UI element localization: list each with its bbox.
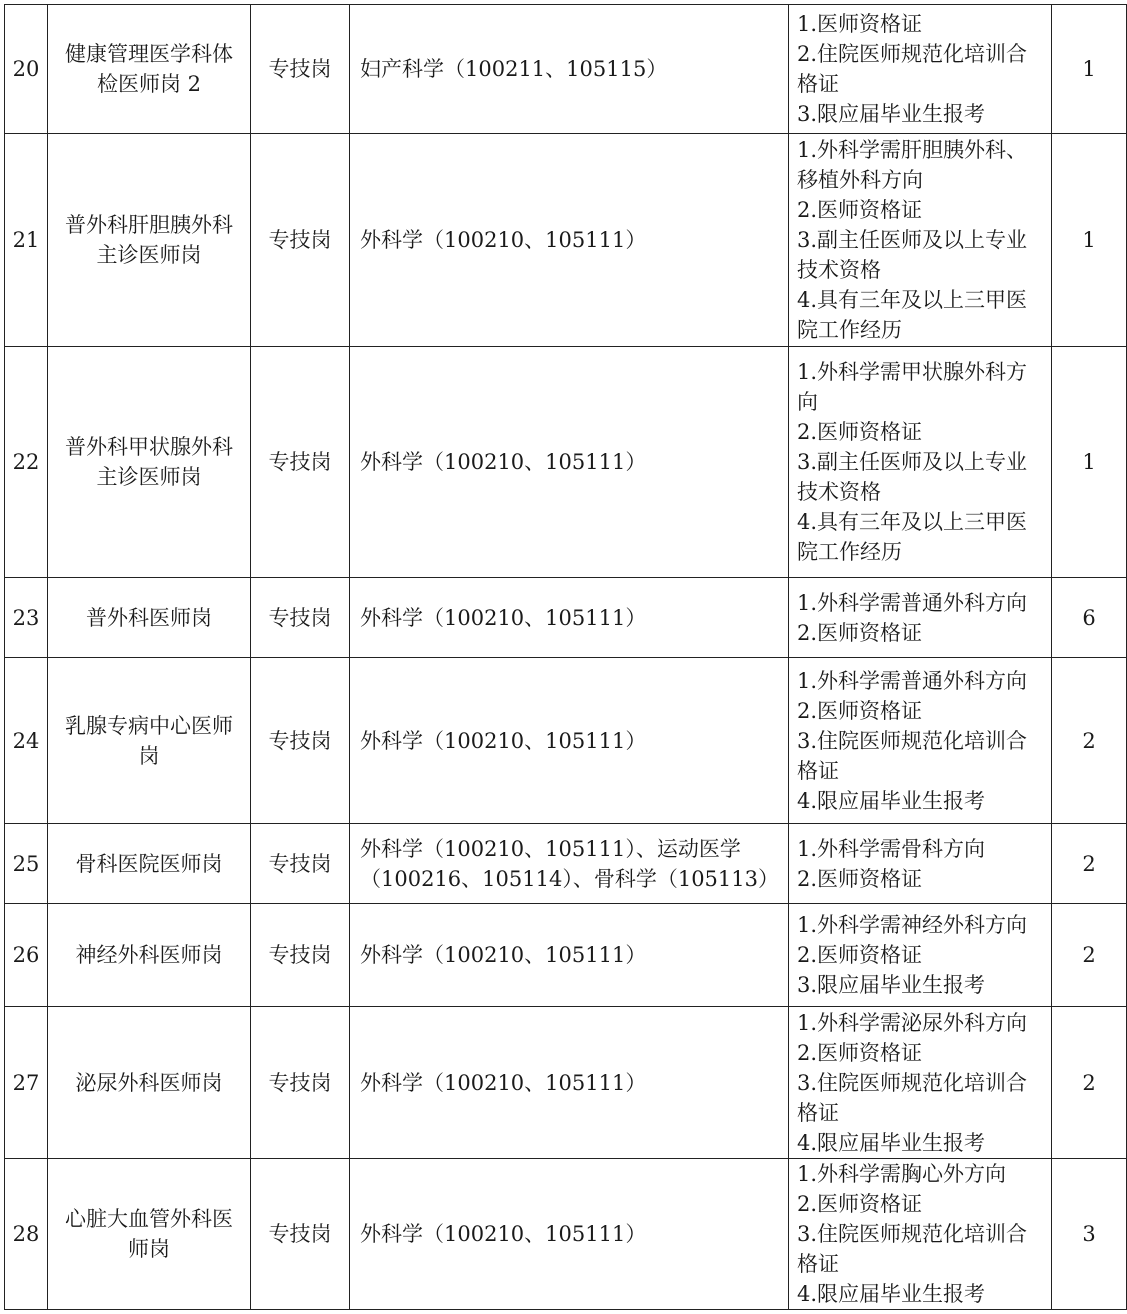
row-number-cell: 22 bbox=[5, 347, 48, 578]
post-name-cell bbox=[48, 1159, 251, 1310]
requirements-cell-line: 3.副主任医师及以上专业 bbox=[797, 228, 1028, 252]
post-type-cell: 专技岗 bbox=[251, 578, 350, 658]
requirements-cell-line: 1.外科学需骨科方向 bbox=[797, 836, 986, 861]
major-cell bbox=[350, 5, 789, 134]
post-type-cell: 专技岗 bbox=[251, 134, 350, 347]
row-number-cell: 21 bbox=[5, 134, 48, 347]
row-number-cell: 26 bbox=[5, 904, 48, 1007]
row-number-cell: 24 bbox=[5, 658, 48, 824]
requirements-cell bbox=[789, 1007, 1052, 1159]
requirements-cell bbox=[789, 824, 1052, 904]
major-cell-line: 妇产科学（100211、105115） bbox=[360, 57, 668, 81]
requirements-cell-line: 2.医师资格证 bbox=[797, 620, 923, 645]
requirements-cell-line: 2.医师资格证 bbox=[797, 198, 923, 222]
headcount-cell: 2 bbox=[1052, 1007, 1127, 1159]
requirements-cell bbox=[789, 134, 1052, 347]
requirements-cell bbox=[789, 347, 1052, 578]
post-name-cell-line: 普外科肝胆胰外科 bbox=[65, 213, 233, 237]
post-name-cell-line: 骨科医院医师岗 bbox=[75, 851, 223, 876]
post-name-cell bbox=[48, 578, 251, 658]
post-name-cell-line: 师岗 bbox=[128, 1237, 170, 1261]
row-number-cell: 23 bbox=[5, 578, 48, 658]
major-cell-line: 外科学（100210、105111） bbox=[360, 605, 647, 630]
requirements-cell-line: 技术资格 bbox=[797, 258, 881, 282]
requirements-cell-line: 2.医师资格证 bbox=[797, 1040, 923, 1065]
post-name-cell-line: 泌尿外科医师岗 bbox=[75, 1070, 223, 1095]
requirements-cell-line: 院工作经历 bbox=[797, 318, 902, 342]
requirements-cell-line: 2.医师资格证 bbox=[797, 1192, 923, 1216]
requirements-cell-line: 1.外科学需神经外科方向 bbox=[797, 913, 1028, 937]
headcount-cell: 2 bbox=[1052, 658, 1127, 824]
major-cell-line: 外科学（100210、105111） bbox=[360, 1070, 647, 1095]
requirements-cell-line: 1.外科学需胸心外方向 bbox=[797, 1162, 1007, 1186]
requirements-cell-line: 2.医师资格证 bbox=[797, 420, 923, 444]
requirements-cell bbox=[789, 658, 1052, 824]
post-name-cell bbox=[48, 134, 251, 347]
requirements-cell bbox=[789, 1159, 1052, 1310]
post-name-cell-line: 普外科甲状腺外科 bbox=[65, 435, 233, 459]
headcount-cell: 1 bbox=[1052, 347, 1127, 578]
recruitment-table-container bbox=[4, 4, 1096, 1310]
major-cell bbox=[350, 578, 789, 658]
table-body bbox=[5, 5, 1127, 1310]
major-cell bbox=[350, 134, 789, 347]
major-cell bbox=[350, 347, 789, 578]
requirements-cell-line: 3.限应届毕业生报考 bbox=[797, 973, 986, 997]
headcount-cell: 2 bbox=[1052, 824, 1127, 904]
table-row bbox=[5, 5, 1127, 134]
post-name-cell bbox=[48, 347, 251, 578]
major-cell-line: （100216、105114）、骨科学（105113） bbox=[360, 866, 779, 891]
headcount-cell: 1 bbox=[1052, 5, 1127, 134]
major-cell-line: 外科学（100210、105111） bbox=[360, 228, 647, 252]
requirements-cell-line: 4.具有三年及以上三甲医 bbox=[797, 288, 1028, 312]
requirements-cell-line: 1.医师资格证 bbox=[797, 12, 923, 36]
major-cell bbox=[350, 1007, 789, 1159]
post-name-cell-line: 健康管理医学科体 bbox=[65, 42, 233, 66]
requirements-cell-line: 4.具有三年及以上三甲医 bbox=[797, 510, 1028, 534]
requirements-cell bbox=[789, 5, 1052, 134]
table-row bbox=[5, 1159, 1127, 1310]
headcount-cell: 6 bbox=[1052, 578, 1127, 658]
requirements-cell-line: 1.外科学需普通外科方向 bbox=[797, 668, 1028, 693]
requirements-cell-line: 2.医师资格证 bbox=[797, 943, 923, 967]
requirements-cell-line: 3.限应届毕业生报考 bbox=[797, 102, 986, 126]
requirements-cell-line: 院工作经历 bbox=[797, 540, 902, 564]
post-name-cell-line: 检医师岗 2 bbox=[96, 72, 202, 96]
requirements-cell-line: 2.医师资格证 bbox=[797, 866, 923, 891]
major-cell-line: 外科学（100210、105111） bbox=[360, 943, 647, 967]
requirements-cell-line: 2.医师资格证 bbox=[797, 698, 923, 723]
row-number-cell: 28 bbox=[5, 1159, 48, 1310]
requirements-cell-line: 4.限应届毕业生报考 bbox=[797, 1130, 986, 1155]
table-row bbox=[5, 904, 1127, 1007]
headcount-cell: 1 bbox=[1052, 134, 1127, 347]
requirements-cell-line: 移植外科方向 bbox=[797, 168, 923, 192]
table-row bbox=[5, 824, 1127, 904]
requirements-cell-line: 1.外科学需肝胆胰外科、 bbox=[797, 138, 1028, 162]
row-number-cell: 27 bbox=[5, 1007, 48, 1159]
requirements-cell-line: 2.住院医师规范化培训合 bbox=[797, 42, 1028, 66]
major-cell bbox=[350, 824, 789, 904]
row-number-cell: 25 bbox=[5, 824, 48, 904]
table-row bbox=[5, 1007, 1127, 1159]
requirements-cell-line: 格证 bbox=[797, 72, 839, 96]
post-type-cell: 专技岗 bbox=[251, 658, 350, 824]
recruitment-table bbox=[4, 4, 1127, 1310]
requirements-cell-line: 1.外科学需普通外科方向 bbox=[797, 590, 1028, 615]
requirements-cell-line: 3.住院医师规范化培训合 bbox=[797, 1070, 1028, 1095]
post-name-cell bbox=[48, 1007, 251, 1159]
requirements-cell-line: 格证 bbox=[797, 758, 839, 783]
requirements-cell-line: 4.限应届毕业生报考 bbox=[797, 1282, 986, 1306]
post-name-cell bbox=[48, 658, 251, 824]
headcount-cell: 3 bbox=[1052, 1159, 1127, 1310]
post-name-cell bbox=[48, 904, 251, 1007]
post-name-cell bbox=[48, 824, 251, 904]
post-type-cell: 专技岗 bbox=[251, 5, 350, 134]
major-cell-line: 外科学（100210、105111）、运动医学 bbox=[360, 836, 741, 861]
table-row bbox=[5, 578, 1127, 658]
major-cell bbox=[350, 904, 789, 1007]
requirements-cell-line: 3.副主任医师及以上专业 bbox=[797, 450, 1028, 474]
post-name-cell-line: 心脏大血管外科医 bbox=[65, 1207, 233, 1231]
requirements-cell-line: 3.住院医师规范化培训合 bbox=[797, 1222, 1028, 1246]
requirements-cell-line: 3.住院医师规范化培训合 bbox=[797, 728, 1028, 753]
post-type-cell: 专技岗 bbox=[251, 347, 350, 578]
table-row bbox=[5, 134, 1127, 347]
headcount-cell: 2 bbox=[1052, 904, 1127, 1007]
major-cell-line: 外科学（100210、105111） bbox=[360, 450, 647, 474]
requirements-cell bbox=[789, 578, 1052, 658]
row-number-cell: 20 bbox=[5, 5, 48, 134]
post-type-cell: 专技岗 bbox=[251, 1007, 350, 1159]
requirements-cell-line: 格证 bbox=[797, 1100, 839, 1125]
major-cell bbox=[350, 1159, 789, 1310]
post-name-cell-line: 神经外科医师岗 bbox=[75, 943, 223, 967]
post-name-cell-line: 主诊医师岗 bbox=[96, 465, 202, 489]
major-cell bbox=[350, 658, 789, 824]
requirements-cell-line: 1.外科学需泌尿外科方向 bbox=[797, 1010, 1028, 1035]
requirements-cell bbox=[789, 904, 1052, 1007]
post-type-cell: 专技岗 bbox=[251, 1159, 350, 1310]
requirements-cell-line: 向 bbox=[797, 390, 818, 414]
post-name-cell-line: 主诊医师岗 bbox=[96, 243, 202, 267]
post-type-cell: 专技岗 bbox=[251, 824, 350, 904]
post-name-cell-line: 乳腺专病中心医师 bbox=[65, 713, 233, 738]
table-row bbox=[5, 347, 1127, 578]
table-row bbox=[5, 658, 1127, 824]
post-type-cell: 专技岗 bbox=[251, 904, 350, 1007]
post-name-cell bbox=[48, 5, 251, 134]
requirements-cell-line: 格证 bbox=[797, 1252, 839, 1276]
requirements-cell-line: 4.限应届毕业生报考 bbox=[797, 788, 986, 813]
major-cell-line: 外科学（100210、105111） bbox=[360, 1222, 647, 1246]
major-cell-line: 外科学（100210、105111） bbox=[360, 728, 647, 753]
requirements-cell-line: 1.外科学需甲状腺外科方 bbox=[797, 360, 1028, 384]
post-name-cell-line: 岗 bbox=[138, 743, 160, 768]
post-name-cell-line: 普外科医师岗 bbox=[86, 605, 212, 630]
requirements-cell-line: 技术资格 bbox=[797, 480, 881, 504]
